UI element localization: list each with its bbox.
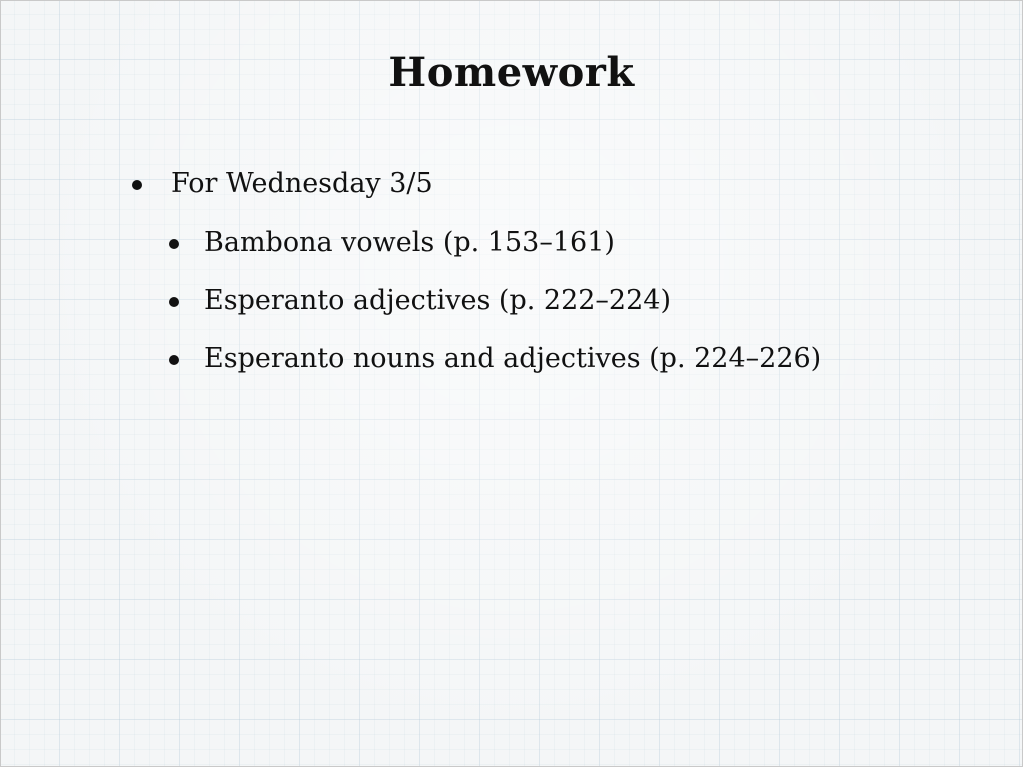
bullet-dot-icon: [132, 180, 142, 190]
bullet-text: For Wednesday 3/5: [171, 168, 433, 199]
sub-bullet-text: Esperanto adjectives (p. 222–224): [204, 285, 672, 316]
bullet-dot-icon: [169, 297, 179, 307]
bullet-dot-icon: [169, 239, 179, 249]
sub-bullet-text: Esperanto nouns and adjectives (p. 224–226): [204, 343, 822, 374]
sub-bullet-item: [204, 226, 615, 260]
sub-bullet-text: Bambona vowels (p. 153–161): [204, 227, 615, 258]
sub-bullet-item: [204, 342, 821, 376]
slide-title: Homework: [388, 49, 635, 96]
bullet-item-level1: [171, 167, 433, 201]
sub-bullet-item: [204, 284, 671, 318]
bullet-dot-icon: [169, 355, 179, 365]
